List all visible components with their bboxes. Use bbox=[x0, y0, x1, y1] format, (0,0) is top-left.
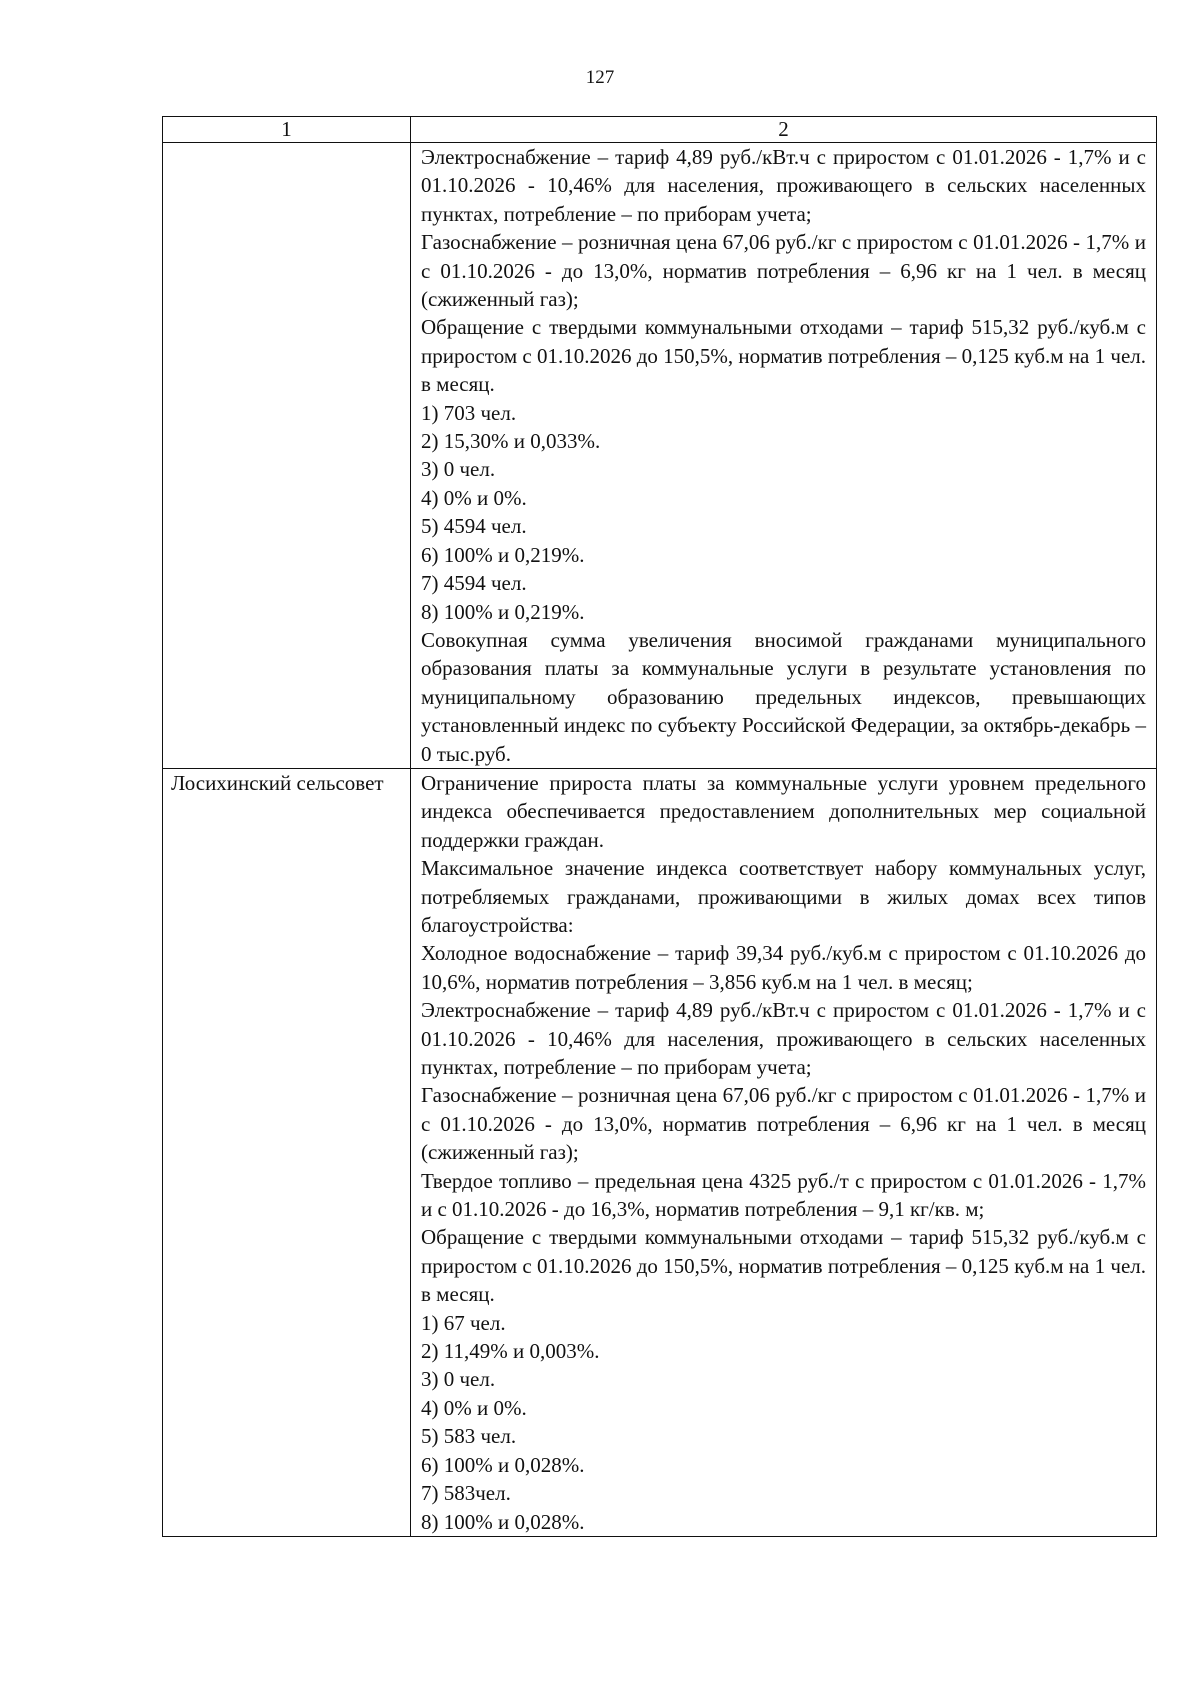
list-item: 1) 67 чел. bbox=[421, 1310, 506, 1335]
paragraph-gas: Газоснабжение – розничная цена 67,06 руб./кг с приростом с 01.01.2026 - 1,7% и с 01.10.2026 - до 13,0%, норматив потребления – 6,96 кг на 1 чел. в месяц (сжиженный газ); bbox=[421, 230, 1146, 312]
list-item: 3) 0 чел. bbox=[421, 1367, 496, 1392]
municipality-cell bbox=[163, 768, 411, 1536]
paragraph-solid-fuel: Твердое топливо – предельная цена 4325 руб./т с приростом с 01.01.2026 - 1,7% и с 01.10.2026 - до 16,3%, норматив потребления – 9,1 кг/кв. м; bbox=[421, 1168, 1146, 1222]
column-header-1: 1 bbox=[163, 117, 411, 143]
list-item: 8) 100% и 0,028%. bbox=[421, 1509, 585, 1534]
page-number: 127 bbox=[585, 67, 615, 88]
paragraph-cold-water: Холодное водоснабжение – тариф 39,34 руб./куб.м с приростом с 01.10.2026 до 10,6%, норматив потребления – 3,856 куб.м на 1 чел. в месяц; bbox=[421, 941, 1146, 994]
paragraph-waste: Обращение с твердыми коммунальными отходами – тариф 515,32 руб./куб.м с приростом с 01.10.2026 до 150,5%, норматив потребления – 0,125 куб.м на 1 чел. в месяц. bbox=[421, 315, 1146, 397]
list-item: 4) 0% и 0%. bbox=[421, 1395, 527, 1420]
table-row bbox=[163, 143, 1157, 769]
list-item: 6) 100% и 0,028%. bbox=[421, 1452, 585, 1477]
list-item: 4) 0% и 0%. bbox=[421, 485, 527, 510]
paragraph-gas: Газоснабжение – розничная цена 67,06 руб./кг с приростом с 01.01.2026 - 1,7% и с 01.10.2026 - до 13,0%, норматив потребления – 6,96 кг на 1 чел. в месяц (сжиженный газ); bbox=[421, 1083, 1146, 1165]
list-item: 8) 100% и 0,219%. bbox=[421, 599, 585, 624]
paragraph-electricity: Электроснабжение – тариф 4,89 руб./кВт.ч с приростом с 01.01.2026 - 1,7% и с 01.10.2026 - 10,46% для населения, проживающего в сельских населенных пунктах, потребление – по приборам учета; bbox=[421, 145, 1146, 226]
list-item: 3) 0 чел. bbox=[421, 457, 496, 482]
table-row bbox=[163, 768, 1157, 1536]
paragraph-electricity: Электроснабжение – тариф 4,89 руб./кВт.ч с приростом с 01.01.2026 - 1,7% и с 01.10.2026 - 10,46% для населения, проживающего в сельских населенных пунктах, потребление – по приборам учета; bbox=[421, 998, 1146, 1079]
table-header-row bbox=[163, 117, 1157, 143]
list-item: 5) 4594 чел. bbox=[421, 514, 527, 539]
municipality-name: Лосихинский сельсовет bbox=[171, 770, 384, 795]
paragraph-waste: Обращение с твердыми коммунальными отходами – тариф 515,32 руб./куб.м с приростом с 01.10.2026 до 150,5%, норматив потребления – 0,125 куб.м на 1 чел. в месяц. bbox=[421, 1225, 1146, 1307]
description-cell bbox=[411, 768, 1157, 1536]
list-item: 7) 4594 чел. bbox=[421, 571, 527, 596]
list-item: 5) 583 чел. bbox=[421, 1424, 517, 1449]
paragraph-summary: Совокупная сумма увеличения вносимой гражданами муниципального образования платы за коммунальные услуги в результате установления по муниципальному образованию предельных индексов, превышающих установленный индекс по субъекту Российской Федерации, за октябрь-декабрь – 0 тыс.руб. bbox=[421, 627, 1146, 766]
paragraph-max-index: Максимальное значение индекса соответствует набору коммунальных услуг, потребляемых гражданами, проживающими в жилых домах всех типов благоустройства: bbox=[421, 856, 1146, 937]
tariff-table bbox=[162, 116, 1157, 1537]
paragraph-limitation: Ограничение прироста платы за коммунальные услуги уровнем предельного индекса обеспечивается предоставлением дополнительных мер социальной поддержки граждан. bbox=[421, 770, 1146, 852]
list-item: 6) 100% и 0,219%. bbox=[421, 542, 585, 567]
list-item: 1) 703 чел. bbox=[421, 400, 517, 425]
description-cell bbox=[411, 143, 1157, 769]
list-item: 2) 11,49% и 0,003%. bbox=[421, 1339, 600, 1364]
column-header-2: 2 bbox=[411, 117, 1157, 143]
municipality-cell bbox=[163, 143, 411, 769]
list-item: 2) 15,30% и 0,033%. bbox=[421, 429, 601, 454]
list-item: 7) 583чел. bbox=[421, 1481, 511, 1506]
